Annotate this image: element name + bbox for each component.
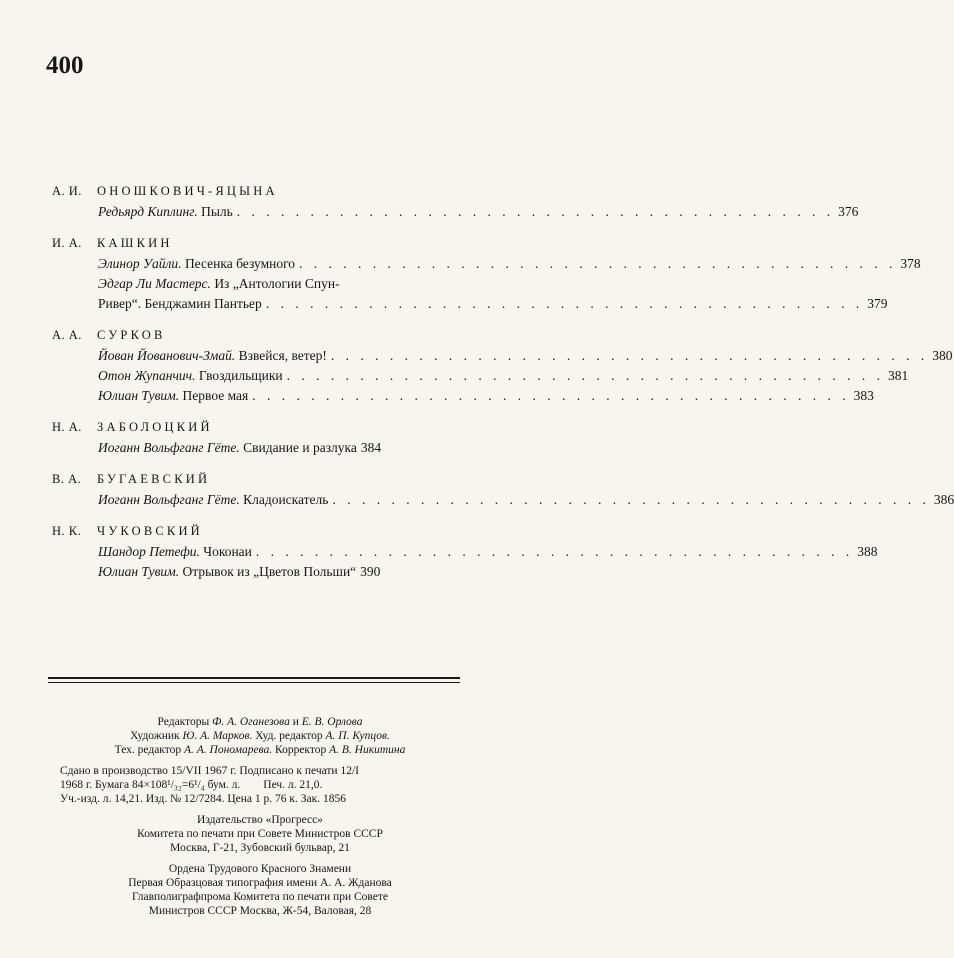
dot-leader <box>248 386 849 406</box>
translator-surname: БУГАЕВСКИЙ <box>97 472 211 486</box>
translator-initials: И. А. <box>52 236 82 250</box>
translator-surname: ОНОШКОВИЧ-ЯЦЫНА <box>97 184 278 198</box>
translator-name <box>52 324 456 346</box>
art-editor-label: Худ. редактор <box>255 730 323 742</box>
printer-line: Министров СССР Москва, Ж-54, Валовая, 28 <box>148 905 372 917</box>
page-ref: 384 <box>360 440 382 455</box>
translator-surname: КАШКИН <box>97 236 173 250</box>
page-ref: 380 <box>932 348 953 363</box>
printer-line: Первая Образцовая типография имени А. А. Жданова <box>128 877 392 889</box>
page-ref: 388 <box>857 544 878 559</box>
page-ref: 381 <box>888 368 909 383</box>
page-ref: 378 <box>900 256 921 271</box>
toc-entries <box>52 438 456 458</box>
artist-line <box>60 729 460 743</box>
translator-name <box>52 180 456 202</box>
poem-title: Из „Антологии Спун- <box>214 276 340 291</box>
translator-surname: ЧУКОВСКИЙ <box>97 524 203 538</box>
printer-block <box>60 862 460 918</box>
page-ref: 390 <box>360 564 381 579</box>
poet-name: Элинор Уайли. <box>98 256 182 271</box>
pub-data-line: Уч.-изд. л. 14,21. Изд. № 12/7284. Цена 1 р. 76 к. Зак. 1856 <box>60 793 346 805</box>
dot-leader <box>252 542 853 562</box>
dot-leader <box>328 490 929 510</box>
toc-entries <box>52 254 921 314</box>
toc-entries <box>52 490 954 510</box>
toc-entry[interactable] <box>98 386 874 406</box>
toc-entry[interactable] <box>98 490 954 510</box>
publisher-line: Москва, Г-21, Зубовский бульвар, 21 <box>170 842 350 854</box>
table-of-contents <box>52 180 954 582</box>
translator-initials: Н. К. <box>52 524 82 538</box>
artist-name: Ю. А. Марков. <box>182 730 253 742</box>
dot-leader <box>233 202 834 222</box>
editors-conjunction: и <box>292 716 299 728</box>
artist-label: Художник <box>130 730 180 742</box>
poem-title: Чоконаи <box>203 544 252 559</box>
section-divider <box>48 677 460 683</box>
poet-name: Отон Жупанчич. <box>98 368 196 383</box>
translator-initials: А. А. <box>52 328 82 342</box>
page-ref: 386 <box>933 492 954 507</box>
page-ref: 376 <box>838 204 859 219</box>
poem-title: Пыль <box>201 204 233 219</box>
poem-title: Свидание и разлука <box>243 440 357 455</box>
poem-title: Песенка безумного <box>184 256 296 271</box>
poet-name: Иоганн Вольфганг Гёте. <box>98 492 240 507</box>
poet-name: Иоганн Вольфганг Гёте. <box>98 440 240 455</box>
toc-section-surkov <box>52 324 953 406</box>
corrector-name: А. В. Никитина <box>329 744 406 756</box>
publisher-line: Издательство «Прогресс» <box>197 814 323 826</box>
translator-initials: В. А. <box>52 472 82 486</box>
poet-name: Шандор Петефи. <box>98 544 200 559</box>
tech-editor-name: А. А. Пономарева. <box>184 744 273 756</box>
dot-leader <box>262 294 863 314</box>
toc-entry[interactable] <box>98 274 888 314</box>
tech-editor-line <box>60 743 460 757</box>
translator-name <box>52 416 456 438</box>
toc-entries <box>52 542 878 582</box>
toc-entry[interactable] <box>98 562 456 582</box>
page-ref: 379 <box>867 296 888 311</box>
translator-initials: А. И. <box>52 184 82 198</box>
translator-name <box>52 520 456 542</box>
poem-title-continued: Ривер“. Бенджамин Пантьер <box>98 296 262 311</box>
editors-label: Редакторы <box>157 716 210 728</box>
toc-section-zabolotsky <box>52 416 456 458</box>
poet-name: Юлиан Тувим. <box>98 388 180 403</box>
translator-surname: ЗАБОЛОЦКИЙ <box>97 420 213 434</box>
pub-data-line: Сдано в производство 15/VII 1967 г. Подписано к печати 12/I <box>60 765 359 777</box>
toc-entry[interactable] <box>98 542 878 562</box>
translator-initials: Н. А. <box>52 420 82 434</box>
corrector-label: Корректор <box>274 744 327 756</box>
poet-name: Юлиан Тувим. <box>98 564 180 579</box>
poem-title: Гвоздильщики <box>198 368 283 383</box>
toc-entries <box>52 346 953 406</box>
poem-title: Кладоискатель <box>243 492 329 507</box>
dot-leader <box>283 366 884 386</box>
art-editor-name: А. П. Купцов. <box>325 730 390 742</box>
editors-line <box>60 715 460 729</box>
pub-data-line: 1968 г. Бумага 84×108¹/₃₂=6¹/₄ бум. л. Печ. л. 21,0. <box>60 779 323 791</box>
page-number: 400 <box>46 52 84 79</box>
poet-name: Редьярд Киплинг. <box>98 204 198 219</box>
printer-line: Главполиграфпрома Комитета по печати при Совете <box>131 891 389 903</box>
toc-section-bugaevsky <box>52 468 954 510</box>
poet-name: Йован Йованович-Змай. <box>98 348 236 363</box>
translator-name <box>52 232 456 254</box>
toc-entry[interactable] <box>98 366 909 386</box>
toc-entry[interactable] <box>98 202 859 222</box>
publisher-block <box>60 813 460 855</box>
toc-section-chukovsky <box>52 520 878 582</box>
tech-editor-label: Тех. редактор <box>114 744 182 756</box>
translator-name <box>52 468 456 490</box>
colophon <box>60 715 460 918</box>
translator-surname: СУРКОВ <box>97 328 166 342</box>
printer-line: Ордена Трудового Красного Знамени <box>168 863 352 875</box>
poet-name: Эдгар Ли Мастерс. <box>98 276 211 291</box>
toc-entry[interactable] <box>98 438 456 458</box>
poem-title: Взвейся, ветер! <box>238 348 327 363</box>
publication-data <box>60 764 460 806</box>
toc-entry[interactable] <box>98 346 953 366</box>
poem-title: Первое мая <box>182 388 249 403</box>
editor-name: Ф. А. Оганезова <box>212 716 290 728</box>
editor-name: Е. В. Орлова <box>301 716 363 728</box>
toc-entries <box>52 202 859 222</box>
dot-leader <box>327 346 928 366</box>
dot-leader <box>295 254 896 274</box>
publisher-line: Комитета по печати при Совете Министров СССР <box>137 828 383 840</box>
toc-section-onoshkovich <box>52 180 859 222</box>
page-ref: 383 <box>853 388 874 403</box>
toc-entry[interactable] <box>98 254 921 274</box>
poem-title: Отрывок из „Цветов Польши“ <box>182 564 357 579</box>
toc-section-kashkin <box>52 232 921 314</box>
